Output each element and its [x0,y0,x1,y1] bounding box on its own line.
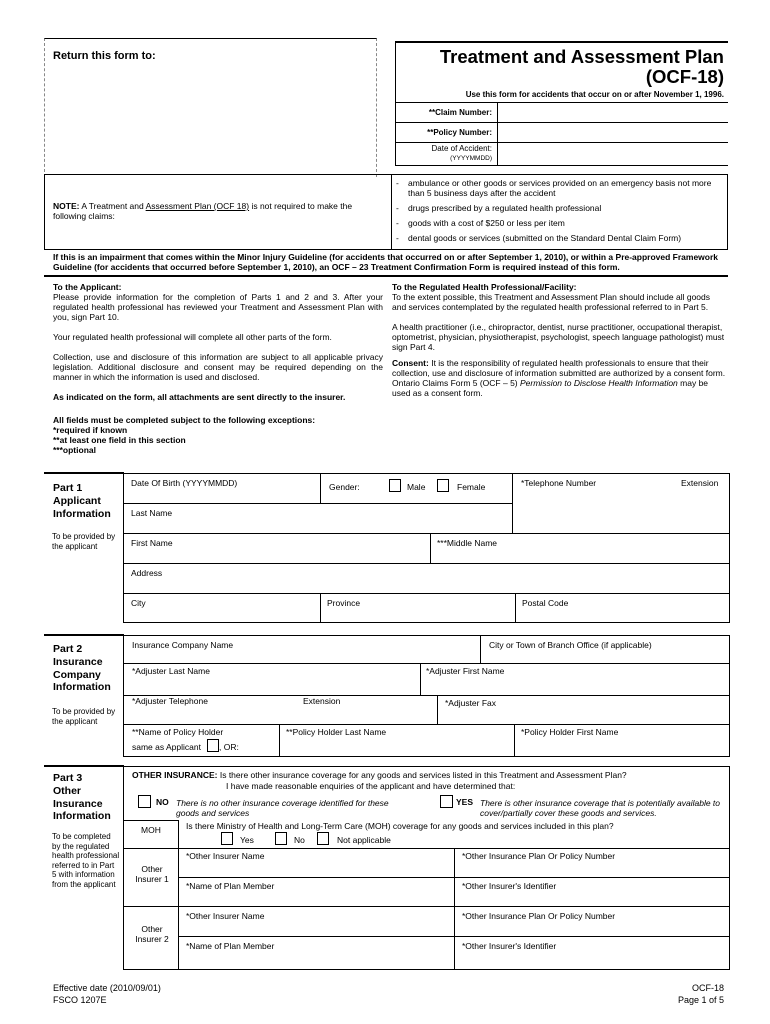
no-other-insurance-checkbox[interactable] [138,795,151,808]
fsco-code: FSCO 1207E [53,995,107,1005]
address-field[interactable] [124,564,729,592]
policy-number-label: **Policy Number: [427,128,492,137]
list-item: - dental goods or services (submitted on the Standard Dental Claim Form) [396,233,682,244]
insurer2-member-field[interactable] [179,937,453,969]
yes-text: There is other insurance coverage that is potentially available to cover/partially cover these goods and services. [480,798,721,819]
moh-question: Is there Ministry of Health and Long-Term Care (MOH) coverage for any goods and services included in this plan? [186,821,614,831]
professional-heading: To the Regulated Health Professional/Facility: [392,282,577,292]
telephone-label: *Telephone Number [521,478,597,488]
insurer1-name-field[interactable] [179,849,453,876]
branch-office-label: City or Town of Branch Office (if applicable) [489,640,652,650]
moh-na-label: Not applicable [337,835,391,845]
first-name-field[interactable] [124,534,429,562]
no-label: NO [156,797,169,807]
part2-heading: Part 2 Insurance Company Information [53,643,111,694]
part3-heading: Part 3 Other Insurance Information [53,772,111,823]
moh-no-label: No [294,835,305,845]
insurance-company-field[interactable] [124,636,479,662]
policy-holder-first-field[interactable] [515,725,729,756]
part1-heading: Part 1 Applicant Information [53,482,111,520]
province-label: Province [327,598,361,608]
same-as-applicant-label: same as Applicant [132,742,201,752]
male-label: Male [407,482,426,492]
page-number: Page 1 of 5 [677,995,724,1005]
telephone-field[interactable] [513,474,729,532]
adjuster-first-field[interactable] [421,664,729,694]
adjuster-fax-label: *Adjuster Fax [445,698,497,708]
extension-label: Extension [681,478,719,488]
address-label: Address [131,568,163,578]
date-of-accident-field[interactable] [498,143,727,164]
insurer1-identifier-field[interactable] [455,878,729,905]
city-label: City [131,598,146,608]
list-item: - ambulance or other goods or services provided on an emergency basis not more than 5 business days after the accident [396,178,712,199]
claim-number-label: **Claim Number: [428,108,492,117]
effective-date: Effective date (2010/09/01) [53,983,161,993]
yes-other-insurance-checkbox[interactable] [440,795,453,808]
insurer2-identifier-field[interactable] [455,937,729,969]
policy-holder-last-field[interactable] [280,725,513,756]
return-label: Return this form to: [53,50,156,62]
applicant-heading: To the Applicant: [53,282,122,292]
province-field[interactable] [321,594,514,622]
insurer2-member-label: *Name of Plan Member [186,941,275,951]
insurance-company-label: Insurance Company Name [132,640,234,650]
impairment-notice: If this is an impairment that comes within the Minor Injury Guideline (for accidents that occurred on or after September 1, 2010), or within a Pre-approved Framework Guideline (for accidents that occurred before September 1, 2010), an OCF – 23 Treatment Confirmation Form is required instead of this form. [53,252,719,273]
other-insurer-1-label: Other Insurer 1 [135,864,169,884]
same-as-applicant-checkbox[interactable] [207,739,219,752]
note-prefix: NOTE: [53,201,80,211]
adjuster-last-field[interactable] [124,664,419,694]
insurer1-plan-label: *Other Insurance Plan Or Policy Number [462,851,616,861]
part1-note: To be provided by the applicant [52,532,116,551]
adjuster-last-label: *Adjuster Last Name [132,666,210,676]
branch-office-field[interactable] [481,636,729,662]
policy-holder-name-label: **Name of Policy Holder [132,727,224,737]
insurer1-plan-field[interactable] [455,849,729,876]
postal-code-field[interactable] [516,594,729,622]
insurer2-name-field[interactable] [179,907,453,935]
moh-yes-label: Yes [240,835,254,845]
enquiries-text: I have made reasonable enquiries of the applicant and have determined that: [226,781,516,791]
professional-instructions: To the Regulated Health Professional/Facility: To the extent possible, this Treatment and Assessment Plan should include all goods and services contemplated by the regulated health professional referred to in Part 5. A health practitioner (i.e., chiropractor, dentist, nurse practitioner, occupational therapist, optometrist, physician, physiotherapist, psychologist, speech language pathologist) must sign Part 4. Consent: It is the responsibility of regulated health professionals to ensure that their collection, use and disclosure of information submitted are authorized by a consent form. Ontario Claims Form 5 (OCF – 5) Permission to Disclose Health Information may be used as a consent form. [392,282,726,399]
note-list [396,178,726,243]
insurer2-plan-field[interactable] [455,907,729,935]
moh-na-checkbox[interactable] [317,832,329,845]
adjuster-phone-field[interactable] [124,696,436,723]
part3-note: To be completed by the regulated health professional referred to in Part 5 with information from the applicant [52,832,120,889]
form-subtitle: Use this form for accidents that occur on or after November 1, 1996. [465,90,724,99]
female-checkbox[interactable] [437,479,449,492]
list-item: - drugs prescribed by a regulated health professional [396,203,602,214]
other-insurer-2-label: Other Insurer 2 [135,924,169,944]
dob-label: Date Of Birth (YYYYMMDD) [131,478,238,488]
insurer1-member-label: *Name of Plan Member [186,881,275,891]
postal-code-label: Postal Code [522,598,569,608]
insurer1-name-label: *Other Insurer Name [186,851,265,861]
other-insurance-question: OTHER INSURANCE: Is there other insurance coverage for any goods and services listed in this Treatment and Assessment Plan? [132,770,627,780]
form-title: Treatment and Assessment Plan [439,46,724,67]
female-label: Female [457,482,486,492]
middle-name-field[interactable] [431,534,729,562]
adjuster-fax-field[interactable] [438,696,729,723]
policy-number-field[interactable] [498,123,727,141]
yes-label: YES [456,797,474,807]
insurer1-member-field[interactable] [179,878,453,905]
policy-holder-last-label: **Policy Holder Last Name [286,727,387,737]
adjuster-phone-label: *Adjuster Telephone [132,696,208,706]
insurer2-name-label: *Other Insurer Name [186,911,265,921]
gender-label: Gender: [329,482,360,492]
adjuster-first-label: *Adjuster First Name [426,666,505,676]
middle-name-label: ***Middle Name [437,538,497,548]
adjuster-extension-label: Extension [303,696,341,706]
first-name-label: First Name [131,538,173,548]
exceptions: All fields must be completed subject to the following exceptions: *required if known **at least one field in this section ***optional [53,415,316,455]
moh-no-checkbox[interactable] [275,832,287,845]
city-field[interactable] [124,594,319,622]
date-format-hint: (YYYYMMDD) [450,155,492,162]
moh-yes-checkbox[interactable] [221,832,233,845]
last-name-field[interactable] [124,504,512,532]
ocf18-link: Assessment Plan (OCF 18) [145,201,250,211]
applicant-instructions: To the Applicant: Please provide information for the completion of Parts 1 and 2 and 3. After your regulated health professional has reviewed your Treatment and Assessment Plan with you, sign Part 10. Your regulated health professional will complete all other parts of the form. Collection, use and disclosure of this information are subject to all applicable privacy legislation. Additional disclosure and consent may be required depending on the manner in which the information is used and disclosed. As indicated on the form, all attachments are sent directly to the insurer. [53,282,383,403]
no-text: There is no other insurance coverage identified for these goods and services [176,798,389,819]
date-of-accident-label: Date of Accident: [431,144,492,153]
insurer1-identifier-label: *Other Insurer's Identifier [462,881,557,891]
last-name-label: Last Name [131,508,173,518]
insurer2-plan-label: *Other Insurance Plan Or Policy Number [462,911,616,921]
insurer2-identifier-label: *Other Insurer's Identifier [462,941,557,951]
male-checkbox[interactable] [389,479,401,492]
dob-field[interactable] [124,474,319,502]
part2-note: To be provided by the applicant [52,707,116,726]
note-text: NOTE: A Treatment and Assessment Plan (OCF 18) is not required to make the following claims: [53,201,353,222]
footer-form-id: OCF-18 [691,983,724,993]
form-code: (OCF-18) [645,66,724,87]
policy-holder-first-label: *Policy Holder First Name [521,727,619,737]
list-item: - goods with a cost of $250 or less per item [396,218,565,229]
claim-number-field[interactable] [498,103,727,121]
or-label: , OR: [219,742,239,752]
moh-label: MOH [141,825,161,835]
